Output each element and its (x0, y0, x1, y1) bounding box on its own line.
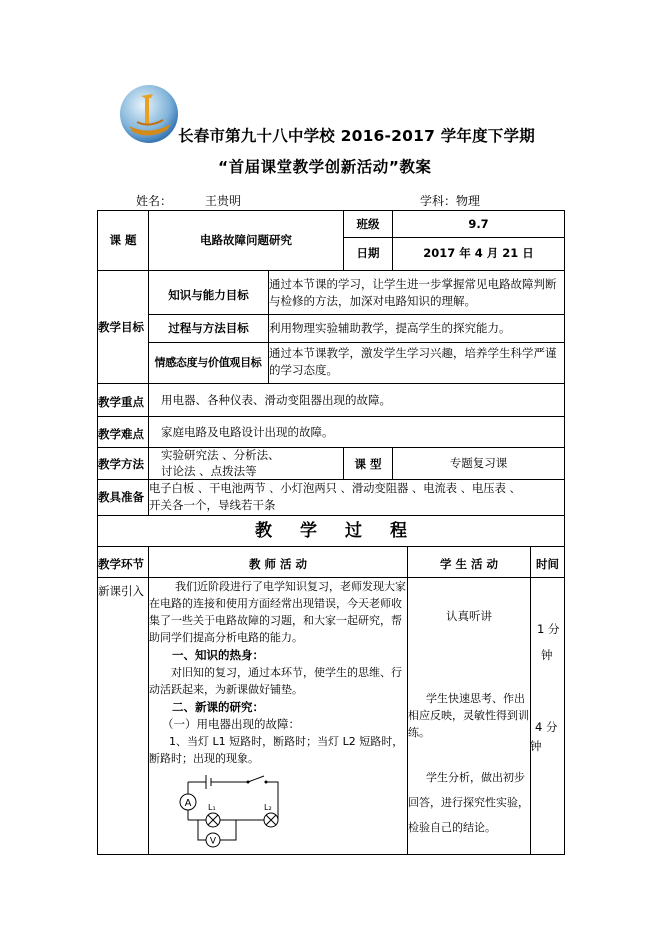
time-value: 1 分 (537, 622, 560, 636)
sub-section: （一）用电器出现的故障： (162, 717, 300, 731)
goal-text: 利用物理实验辅助教学，提高学生的探究能力。 (269, 321, 511, 335)
time-value: 钟 (530, 739, 542, 753)
table-line (97, 416, 565, 417)
tools-line: 电子白板 、干电池两节 、小灯泡两只 、滑动变阻器 、电流表 、电压表 、 (149, 482, 521, 495)
goals-label: 教学目标 (98, 320, 144, 334)
goal-name: 情感态度与价值观目标 (154, 356, 262, 369)
difficulty-label: 教学难点 (98, 427, 144, 441)
topic-label: 课 题 (109, 233, 137, 247)
date-value: 2017 年 4 月 21 日 (423, 246, 534, 260)
focus-label: 教学重点 (98, 395, 144, 409)
focus-text: 用电器、各种仪表、滑动变阻器出现的故障。 (161, 393, 391, 407)
teacher-name: 王贵明 (205, 194, 242, 208)
teacher-warmup: 对旧知的复习，通过本环节，使学生的思维、行动活跃起来，为新课做好铺垫。 (149, 666, 402, 696)
student-listen: 认真听讲 (446, 609, 492, 623)
table-line (97, 515, 565, 516)
goal-name: 知识与能力目标 (168, 288, 249, 302)
table-line (97, 546, 565, 547)
school-title: 长春市第九十八中学校 2016-2017 学年度下学期 (178, 127, 535, 145)
time-value: 4 分 (535, 720, 558, 734)
circuit-diagram (178, 772, 290, 850)
teacher-question: 1、当灯 L1 短路时，断路时；当灯 L2 短路时，断路时；出现的现象。 (149, 735, 404, 765)
difficulty-text: 家庭电路及电路设计出现的故障。 (161, 425, 334, 439)
method-line: 讨论法 、点拨法等 (161, 464, 257, 478)
header-student: 学 生 活 动 (439, 557, 498, 571)
table-line (97, 270, 565, 271)
header-stage: 教学环节 (98, 557, 144, 571)
header-time: 时间 (536, 557, 559, 571)
tools-label: 教具准备 (98, 490, 144, 504)
time-value: 钟 (541, 648, 553, 662)
method-line: 实验研究法 、分析法、 (161, 448, 280, 462)
lamp2-label: L₂ (264, 803, 272, 812)
name-label: 姓名： (136, 194, 173, 208)
stage-name: 新课引入 (98, 584, 144, 598)
table-border-bottom (97, 854, 565, 855)
school-logo-icon (119, 84, 179, 144)
student-explore: 学生分析，做出初步回答，进行探究性实验，检验自己的结论。 (408, 771, 529, 834)
table-line (343, 237, 565, 238)
section-warmup: 一、知识的热身： (172, 648, 264, 662)
table-line (148, 314, 565, 315)
section-new: 二、新课的研究： (172, 700, 264, 714)
table-border-top (97, 210, 565, 211)
method-label: 教学方法 (98, 457, 144, 471)
lamp1-label: L₁ (208, 803, 216, 812)
ammeter-label: A (184, 798, 192, 809)
goal-text: 通过本节课的学习，让学生进一步掌握常见电路故障判断与检修的方法，加深对电路知识的理解。 (269, 277, 557, 308)
student-think: 学生快速思考、作出相应反映，灵敏性得到训练。 (408, 692, 529, 739)
table-line (148, 342, 565, 343)
type-value: 专题复习课 (449, 456, 508, 470)
process-title: 教学过程 (255, 521, 435, 541)
class-label: 班级 (356, 217, 380, 231)
type-label: 课 型 (354, 457, 382, 471)
tools-line: 开关各一个，导线若干条 (149, 498, 276, 512)
class-value: 9.7 (468, 217, 489, 231)
table-line (97, 479, 565, 480)
goal-name: 过程与方法目标 (168, 321, 249, 335)
goal-text: 通过本节课教学，激发学生学习兴趣，培养学生科学严谨的学习态度。 (269, 346, 557, 377)
subject-label: 学科：物理 (420, 194, 481, 208)
date-label: 日期 (356, 246, 380, 260)
table-line (530, 546, 531, 854)
header-teacher: 教 师 活 动 (248, 557, 307, 571)
voltmeter-label: V (209, 836, 217, 847)
teacher-intro: 我们近阶段进行了电学知识复习，老师发现大家在电路的连接和使用方面经常出现错误，今天老师收集了一些关于电路故障的习题，和大家一起研究，帮助同学们提高分析电路的能力。 (149, 580, 406, 644)
topic-value: 电路故障问题研究 (200, 233, 292, 247)
table-line (97, 383, 565, 384)
plan-title: “首届课堂教学创新活动”教案 (218, 158, 432, 176)
